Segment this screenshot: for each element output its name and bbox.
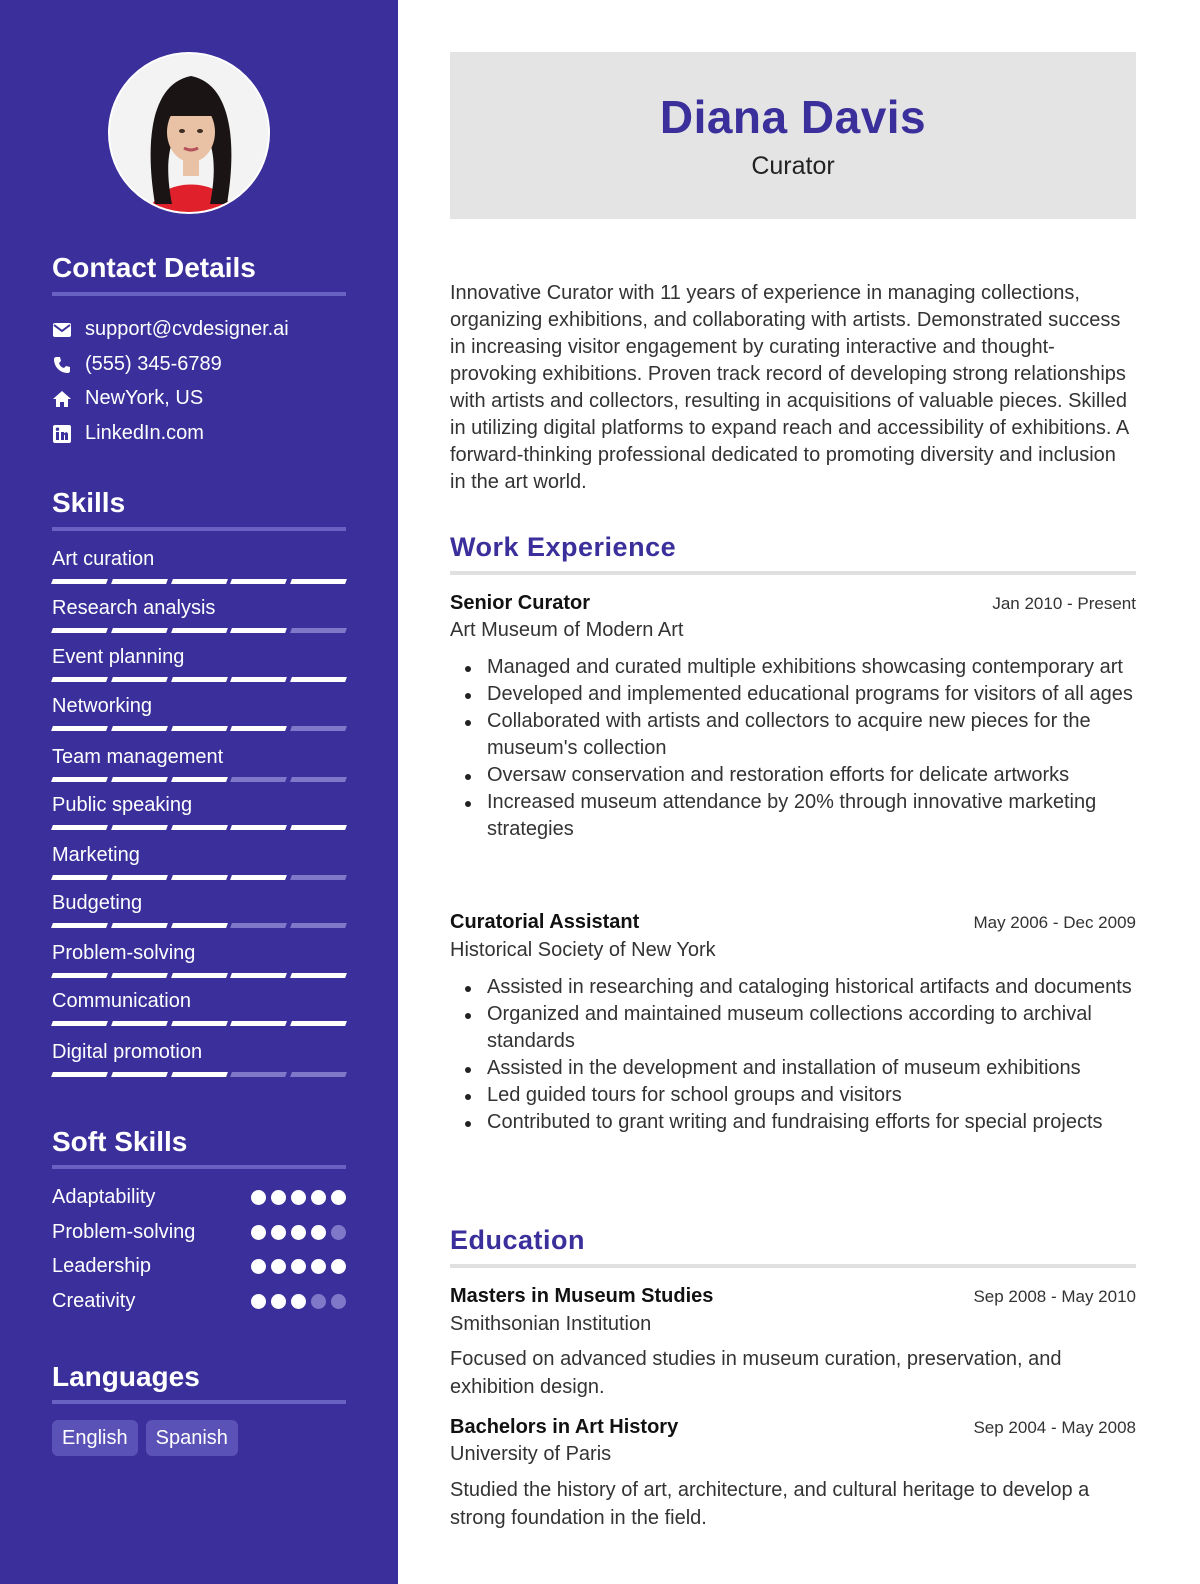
skill-level-segment: [230, 923, 287, 928]
soft-skill-item: [52, 1186, 346, 1209]
soft-skill-item: [52, 1290, 346, 1313]
school: Smithsonian Institution: [450, 1313, 652, 1335]
phone-icon: [52, 355, 72, 375]
rating-dot: [311, 1225, 326, 1240]
skill-item: [52, 891, 346, 928]
skill-level-segment: [51, 1072, 108, 1077]
skill-name: Event planning: [52, 646, 185, 668]
rating-dot: [271, 1225, 286, 1240]
education-dates: Sep 2004 - May 2008: [973, 1418, 1136, 1437]
job-bullets: [450, 654, 1136, 843]
contact-heading: Contact Details: [52, 252, 256, 283]
rating-dot: [271, 1259, 286, 1274]
skill-level-segment: [51, 579, 108, 584]
skill-item: [52, 1040, 346, 1077]
summary: Innovative Curator with 11 years of experience in managing collections, organizing exhibitions, and collaborating with artists. Demonstrated success in increasing visitor engagement by curating interactive and thought-provoking exhibitions. Proven track record of developing strong relationships with artists and collectors, resulting in acquisitions of valuable pieces. Skilled in utilizing digital platforms to expand reach and accessibility of exhibitions. A forward-thinking professional dedicated to promoting diversity and inclusion in the art world.: [450, 282, 1129, 493]
skill-level-bar: [52, 579, 346, 584]
job-header: [450, 911, 1136, 934]
skill-level-segment: [290, 677, 347, 682]
rating-dot: [271, 1190, 286, 1205]
skill-level-segment: [230, 973, 287, 978]
job-dates: May 2006 - Dec 2009: [973, 913, 1136, 932]
contact-divider: [52, 292, 346, 296]
skill-level-segment: [290, 579, 347, 584]
skill-level-segment: [51, 923, 108, 928]
skill-level-segment: [111, 579, 168, 584]
skill-level-segment: [230, 1072, 287, 1077]
job-bullet: Managed and curated multiple exhibitions showcasing contemporary art: [450, 654, 1136, 681]
languages-list: [52, 1420, 238, 1456]
skill-level-segment: [51, 777, 108, 782]
skill-level-bar: [52, 875, 346, 880]
rating-dot: [331, 1225, 346, 1240]
skill-level-segment: [51, 875, 108, 880]
avatar-illustration: [110, 54, 270, 214]
soft-skills-heading: Soft Skills: [52, 1126, 188, 1157]
sidebar: [0, 0, 398, 1584]
skills-divider: [52, 527, 346, 531]
job-role: Curatorial Assistant: [450, 911, 640, 933]
skill-item: [52, 745, 346, 782]
skill-level-segment: [171, 923, 228, 928]
skill-level-segment: [290, 973, 347, 978]
home-icon: [52, 389, 72, 409]
skill-level-bar: [52, 777, 346, 782]
soft-skill-rating: [251, 1190, 346, 1205]
rating-dot: [331, 1190, 346, 1205]
soft-skills-divider: [52, 1165, 346, 1169]
skill-level-bar: [52, 1072, 346, 1077]
skill-item: [52, 645, 346, 682]
contact-location-text: NewYork, US: [85, 387, 204, 409]
school: University of Paris: [450, 1443, 612, 1465]
skill-level-segment: [171, 579, 228, 584]
contact-linkedin-text: LinkedIn.com: [85, 422, 204, 444]
skill-level-segment: [51, 677, 108, 682]
skill-level-segment: [290, 825, 347, 830]
skill-level-segment: [230, 628, 287, 633]
job-bullet: Developed and implemented educational programs for visitors of all ages: [450, 681, 1136, 708]
skill-level-segment: [171, 677, 228, 682]
skill-level-bar: [52, 628, 346, 633]
rating-dot: [251, 1190, 266, 1205]
soft-skill-name: Creativity: [52, 1290, 136, 1312]
education-heading: Education: [450, 1225, 586, 1255]
degree: Masters in Museum Studies: [450, 1285, 714, 1307]
contact-phone-text: (555) 345-6789: [85, 353, 222, 375]
job-org: Historical Society of New York: [450, 939, 716, 961]
skill-level-bar: [52, 973, 346, 978]
rating-dot: [271, 1294, 286, 1309]
skill-level-segment: [230, 726, 287, 731]
skill-level-segment: [230, 579, 287, 584]
skill-level-segment: [51, 1021, 108, 1026]
skill-level-segment: [290, 1072, 347, 1077]
skill-name: Budgeting: [52, 892, 143, 914]
education-header: [450, 1416, 1136, 1439]
skill-item: [52, 843, 346, 880]
skill-name: Team management: [52, 746, 224, 768]
skill-level-segment: [171, 726, 228, 731]
profile-photo: [108, 52, 270, 214]
skill-level-bar: [52, 677, 346, 682]
soft-skill-rating: [251, 1259, 346, 1274]
skill-level-segment: [230, 1021, 287, 1026]
header: [450, 52, 1136, 219]
job-bullet: Led guided tours for school groups and visitors: [450, 1082, 1136, 1109]
skill-level-segment: [230, 825, 287, 830]
soft-skill-rating: [251, 1294, 346, 1309]
skill-level-segment: [51, 628, 108, 633]
languages-heading: Languages: [52, 1361, 200, 1392]
soft-skill-name: Adaptability: [52, 1186, 156, 1208]
skill-level-segment: [111, 1072, 168, 1077]
skill-level-segment: [230, 677, 287, 682]
rating-dot: [251, 1225, 266, 1240]
job-bullets: [450, 974, 1136, 1136]
soft-skill-rating: [251, 1225, 346, 1240]
contact-location: [52, 387, 203, 410]
skill-name: Networking: [52, 695, 153, 717]
skill-level-segment: [171, 875, 228, 880]
skill-level-segment: [290, 1021, 347, 1026]
contact-phone[interactable]: [52, 353, 222, 376]
skill-item: [52, 694, 346, 731]
skill-level-segment: [290, 923, 347, 928]
skill-level-segment: [111, 628, 168, 633]
soft-skill-item: [52, 1255, 346, 1278]
skill-level-segment: [111, 825, 168, 830]
rating-dot: [331, 1259, 346, 1274]
skill-level-segment: [230, 777, 287, 782]
skill-item: [52, 941, 346, 978]
rating-dot: [291, 1259, 306, 1274]
skill-item: [52, 989, 346, 1026]
skill-level-segment: [171, 973, 228, 978]
skill-level-segment: [111, 726, 168, 731]
contact-email-text: support@cvdesigner.ai: [85, 318, 289, 340]
work-divider: [450, 571, 1136, 575]
skill-name: Problem-solving: [52, 942, 196, 964]
skills-heading: Skills: [52, 487, 126, 518]
soft-skill-item: [52, 1221, 346, 1244]
education-header: [450, 1285, 1136, 1308]
envelope-icon: [52, 320, 72, 340]
job-bullet: Contributed to grant writing and fundraising efforts for special projects: [450, 1109, 1136, 1136]
skill-level-segment: [111, 677, 168, 682]
skill-level-segment: [111, 777, 168, 782]
skill-level-segment: [290, 628, 347, 633]
job-bullet: Increased museum attendance by 20% through innovative marketing strategies: [450, 789, 1136, 843]
degree: Bachelors in Art History: [450, 1416, 679, 1438]
skill-name: Marketing: [52, 844, 140, 866]
rating-dot: [311, 1259, 326, 1274]
rating-dot: [251, 1294, 266, 1309]
candidate-title: Curator: [751, 152, 835, 180]
contact-linkedin[interactable]: [52, 422, 204, 445]
job-bullet: Assisted in researching and cataloging historical artifacts and documents: [450, 974, 1136, 1001]
candidate-name: Diana Davis: [659, 91, 927, 143]
education-dates: Sep 2008 - May 2010: [973, 1287, 1136, 1306]
skill-name: Digital promotion: [52, 1041, 203, 1063]
rating-dot: [331, 1294, 346, 1309]
linkedin-icon: [52, 424, 72, 444]
skill-level-segment: [171, 1072, 228, 1077]
rating-dot: [291, 1294, 306, 1309]
job-org: Art Museum of Modern Art: [450, 619, 684, 641]
job-bullet: Collaborated with artists and collectors to acquire new pieces for the museum's collection: [450, 708, 1136, 762]
skill-level-segment: [171, 825, 228, 830]
job-bullet: Organized and maintained museum collections according to archival standards: [450, 1001, 1136, 1055]
skill-level-segment: [290, 726, 347, 731]
language-badge: Spanish: [146, 1420, 238, 1456]
languages-divider: [52, 1400, 346, 1404]
language-badge: English: [52, 1420, 138, 1456]
job-bullet: Assisted in the development and installation of museum exhibitions: [450, 1055, 1136, 1082]
soft-skill-name: Leadership: [52, 1255, 151, 1277]
skill-level-segment: [171, 1021, 228, 1026]
skill-level-segment: [111, 875, 168, 880]
skill-item: [52, 547, 346, 584]
rating-dot: [291, 1190, 306, 1205]
job-dates: Jan 2010 - Present: [992, 594, 1136, 613]
skill-level-segment: [51, 726, 108, 731]
skill-level-segment: [171, 628, 228, 633]
skill-level-segment: [290, 777, 347, 782]
skill-level-bar: [52, 923, 346, 928]
contact-email[interactable]: [52, 318, 289, 341]
skill-name: Art curation: [52, 548, 155, 570]
skill-item: [52, 793, 346, 830]
rating-dot: [291, 1225, 306, 1240]
job-header: [450, 592, 1136, 615]
education-description: Focused on advanced studies in museum curation, preservation, and exhibition design.: [450, 1348, 1062, 1398]
skill-name: Communication: [52, 990, 191, 1012]
education-description: Studied the history of art, architecture, and cultural heritage to develop a strong foundation in the field.: [450, 1479, 1090, 1529]
skill-level-segment: [111, 1021, 168, 1026]
rating-dot: [311, 1294, 326, 1309]
job-bullet: Oversaw conservation and restoration efforts for delicate artworks: [450, 762, 1136, 789]
skill-level-segment: [111, 973, 168, 978]
soft-skill-name: Problem-solving: [52, 1221, 196, 1243]
skill-level-bar: [52, 726, 346, 731]
skill-name: Public speaking: [52, 794, 193, 816]
skill-level-segment: [51, 825, 108, 830]
rating-dot: [311, 1190, 326, 1205]
skill-name: Research analysis: [52, 597, 216, 619]
skill-level-segment: [290, 875, 347, 880]
work-heading: Work Experience: [450, 532, 677, 562]
skill-level-segment: [111, 923, 168, 928]
job-role: Senior Curator: [450, 592, 591, 614]
skill-level-segment: [51, 973, 108, 978]
skill-level-segment: [171, 777, 228, 782]
skill-level-bar: [52, 1021, 346, 1026]
skill-level-bar: [52, 825, 346, 830]
rating-dot: [251, 1259, 266, 1274]
skill-item: [52, 596, 346, 633]
education-divider: [450, 1264, 1136, 1268]
skill-level-segment: [230, 875, 287, 880]
